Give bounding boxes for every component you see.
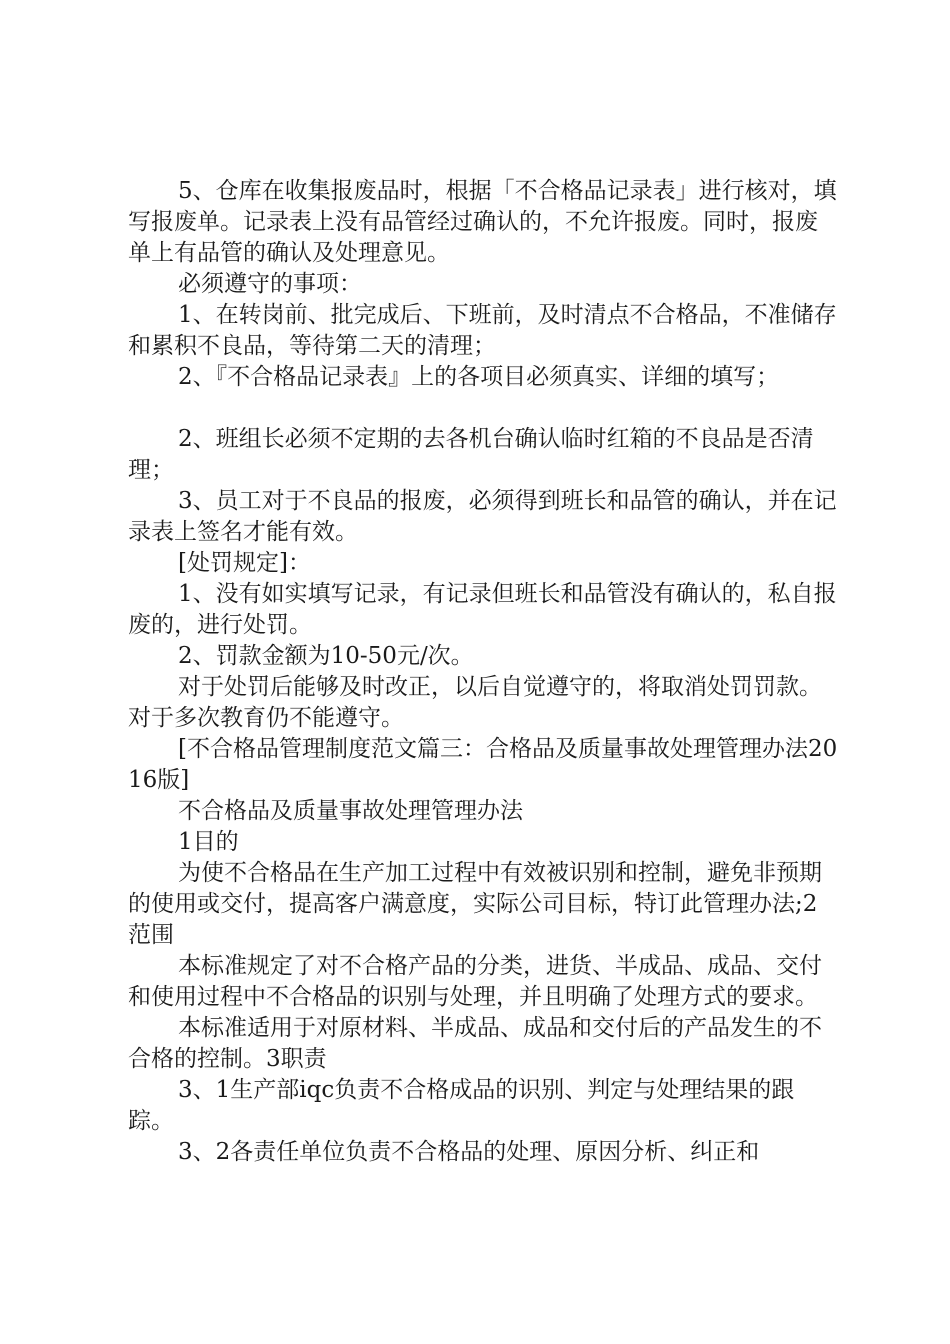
paragraph-team-leader: 2、班组长必须不定期的去各机台确认临时红箱的不良品是否清理；	[128, 426, 814, 483]
paragraph-penalty-heading: [处罚规定]：	[178, 550, 311, 576]
paragraph-warehouse-scrap: 5、仓库在收集报废品时，根据「不合格品记录表」进行核对，填写报废单。记录表上没有品管经过确认的，不允许报废。同时，报废单上有品管的确认及处理意见。	[128, 178, 837, 266]
paragraph-rule-1: 1、在转岗前、批完成后、下班前，及时清点不合格品，不准储存和累积不良品，等待第二天的清理；	[128, 302, 837, 359]
paragraph-penalty-cancel: 对于处罚后能够及时改正，以后自觉遵守的，将取消处罚罚款。对于多次教育仍不能遵守。	[128, 674, 822, 731]
paragraph-scope-1: 本标准规定了对不合格产品的分类，进货、半成品、成品、交付和使用过程中不合格品的识别与处理，并且明确了处理方式的要求。	[128, 953, 822, 1010]
paragraph-penalty-1: 1、没有如实填写记录，有记录但班长和品管没有确认的，私自报废的，进行处罚。	[128, 581, 837, 638]
paragraph-purpose-heading: 1目的	[178, 829, 239, 855]
paragraph-rules-heading: 必须遵守的事项：	[178, 271, 362, 297]
paragraph-purpose: 为使不合格品在生产加工过程中有效被识别和控制，避免非预期的使用或交付，提高客户满意度，实际公司目标，特订此管理办法;2范围	[128, 860, 822, 948]
paragraph-duty-2: 3、2各责任单位负责不合格品的处理、原因分析、纠正和	[178, 1139, 760, 1165]
blank-line	[128, 393, 840, 424]
document-body	[128, 176, 840, 1168]
paragraph-penalty-2: 2、罚款金额为10-50元/次。	[178, 643, 474, 669]
paragraph-section-three-title: [不合格品管理制度范文篇三：合格品及质量事故处理管理办法2016版]	[128, 736, 838, 793]
paragraph-employee-scrap: 3、员工对于不良品的报废，必须得到班长和品管的确认，并在记录表上签名才能有效。	[128, 488, 837, 545]
paragraph-scope-2: 本标准适用于对原材料、半成品、成品和交付后的产品发生的不合格的控制。3职责	[128, 1015, 822, 1072]
paragraph-duty-1: 3、1生产部iqc负责不合格成品的识别、判定与处理结果的跟踪。	[128, 1077, 795, 1134]
paragraph-rule-2: 2、『不合格品记录表』上的各项目必须真实、详细的填写；	[178, 364, 780, 390]
paragraph-method-title: 不合格品及质量事故处理管理办法	[178, 798, 523, 824]
